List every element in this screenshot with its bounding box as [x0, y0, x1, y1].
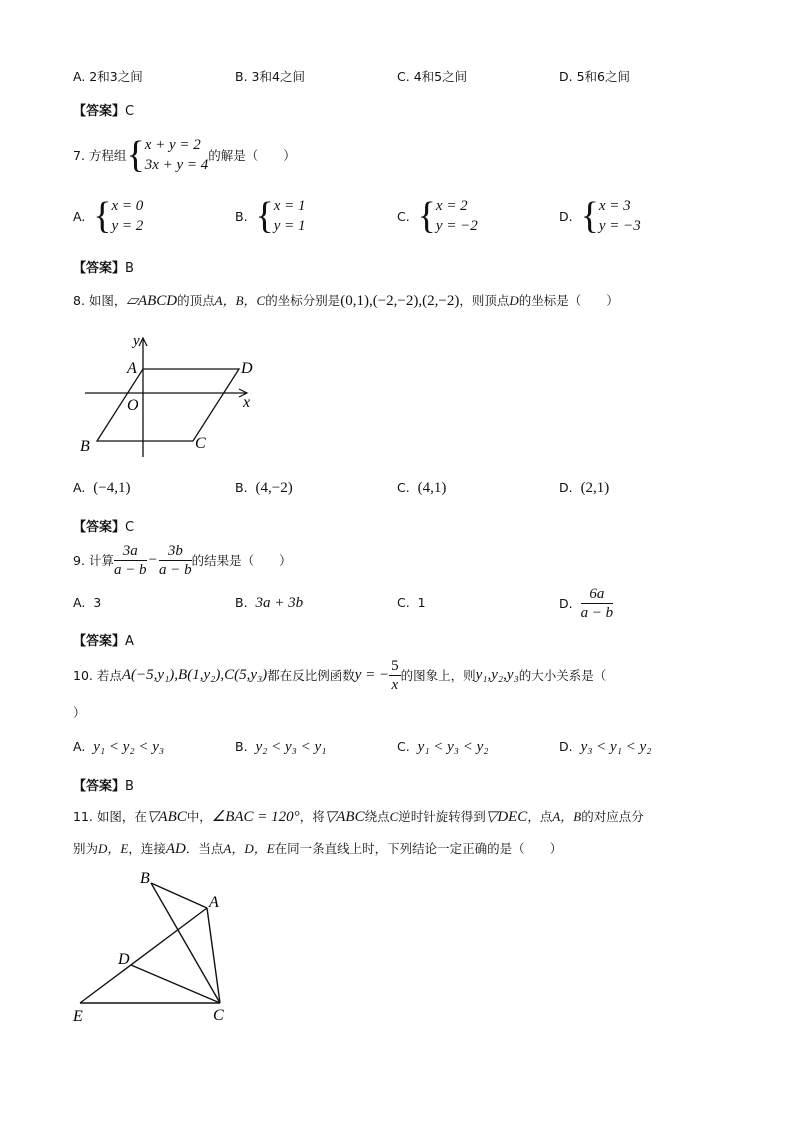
q9-option-d-fraction: $\frac{6a}{a - b}$: [580, 585, 614, 621]
q10-stem-cont: ）: [73, 705, 86, 720]
q11-stem-line1: 11. 如图，在▽ABC中，∠BAC = 120°，将▽ABC绕点C逆时针旋转得到▽DEC，点A，B的对应点分: [73, 809, 644, 825]
q7-option-c: C. { x = 2 y = −2: [397, 195, 478, 237]
q6-answer: 【答案】C: [73, 104, 135, 119]
q10-function-fraction: $\frac{5}{x}$: [391, 657, 399, 693]
q11-stem-line2: 别为D，E，连接AD．当点A，D，E在同一条直线上时，下列结论一定正确的是（ ）: [73, 841, 563, 857]
q10-answer: 【答案】B: [73, 779, 134, 794]
q8-option-c: C. (4,1): [397, 480, 447, 496]
label-o: O: [127, 397, 139, 414]
q10-option-d: D. y₃ < y₁ < y₂: [559, 739, 652, 755]
q7-answer: 【答案】B: [73, 261, 134, 276]
q7-system-eq1: x + y = 2: [144, 137, 201, 153]
q8-answer: 【答案】C: [73, 520, 135, 535]
q9-fraction-2: $\frac{3b}{a - b}$: [159, 542, 192, 578]
q10-stem: 10. 若点 A(−5,y₁),B(1,y₂),C(5,y₃) 都在反比例函数 y = − $\frac{5}{x}$ 的图象上，则 y₁,y₂,y₃ 的大小关系是（: [73, 657, 607, 693]
q8-option-d: D. (2,1): [559, 480, 610, 496]
left-brace: {: [417, 195, 436, 237]
q10-option-b: B. y₂ < y₃ < y₁: [235, 739, 327, 755]
q7-system-eq2: 3x + y = 4: [144, 157, 209, 173]
q7-option-a: A. { x = 0 y = 2: [73, 195, 144, 237]
label-b: B: [80, 438, 90, 455]
label-c: C: [195, 435, 206, 452]
q8-option-b: B. (4,−2): [235, 480, 293, 496]
left-brace: {: [580, 195, 599, 237]
label-d: D: [241, 360, 253, 377]
q10-option-c: C. y₁ < y₃ < y₂: [397, 739, 489, 755]
label-c: C: [213, 1007, 224, 1024]
segment-dc: [131, 965, 220, 1003]
left-brace: {: [126, 134, 145, 176]
q11-rotation-figure: [70, 866, 240, 1024]
q6-option-b: B. 3和4之间: [235, 69, 305, 84]
q8-parallelogram-figure: [75, 330, 275, 460]
q8-stem: 8. 如图，▱ABCD的顶点A，B，C的坐标分别是(0,1),(−2,−2),(2,−2)，则顶点D的坐标是（ ）: [73, 293, 619, 309]
q10-option-a: A. y₁ < y₂ < y₃: [73, 739, 165, 755]
left-brace: {: [93, 195, 112, 237]
label-a: A: [209, 894, 219, 911]
parallelogram-abcd: [97, 369, 239, 441]
q6-option-a: A. 2和3之间: [73, 69, 143, 84]
left-brace: {: [255, 195, 274, 237]
label-e: E: [73, 1008, 83, 1024]
label-x: x: [243, 394, 251, 411]
q9-stem: 9. 计算 $\frac{3a}{a - b}$ − $\frac{3b}{a - b}$ 的结果是（ ）: [73, 542, 292, 578]
q9-option-a: A. 3: [73, 595, 102, 610]
label-b: B: [140, 870, 150, 887]
segment-ba: [151, 883, 207, 908]
label-y: y: [133, 333, 140, 349]
segment-ac: [207, 908, 220, 1003]
q8-option-a: A. (−4,1): [73, 480, 131, 496]
q7-stem: 7. 方程组 { x + y = 2 3x + y = 4 的解是（ ）: [73, 134, 296, 176]
label-d: D: [118, 951, 130, 968]
q9-option-d: D. $\frac{6a}{a - b}$: [559, 585, 614, 621]
q9-option-c: C. 1: [397, 595, 426, 610]
q6-option-d: D. 5和6之间: [559, 69, 630, 84]
q7-option-d: D. { x = 3 y = −3: [559, 195, 641, 237]
label-a: A: [127, 360, 137, 377]
q7-option-b: B. { x = 1 y = 1: [235, 195, 306, 237]
q6-option-c: C. 4和5之间: [397, 69, 468, 84]
q9-option-b: B. 3a + 3b: [235, 595, 304, 611]
q9-fraction-1: $\frac{3a}{a - b}$: [113, 542, 147, 578]
q9-answer: 【答案】A: [73, 634, 134, 649]
